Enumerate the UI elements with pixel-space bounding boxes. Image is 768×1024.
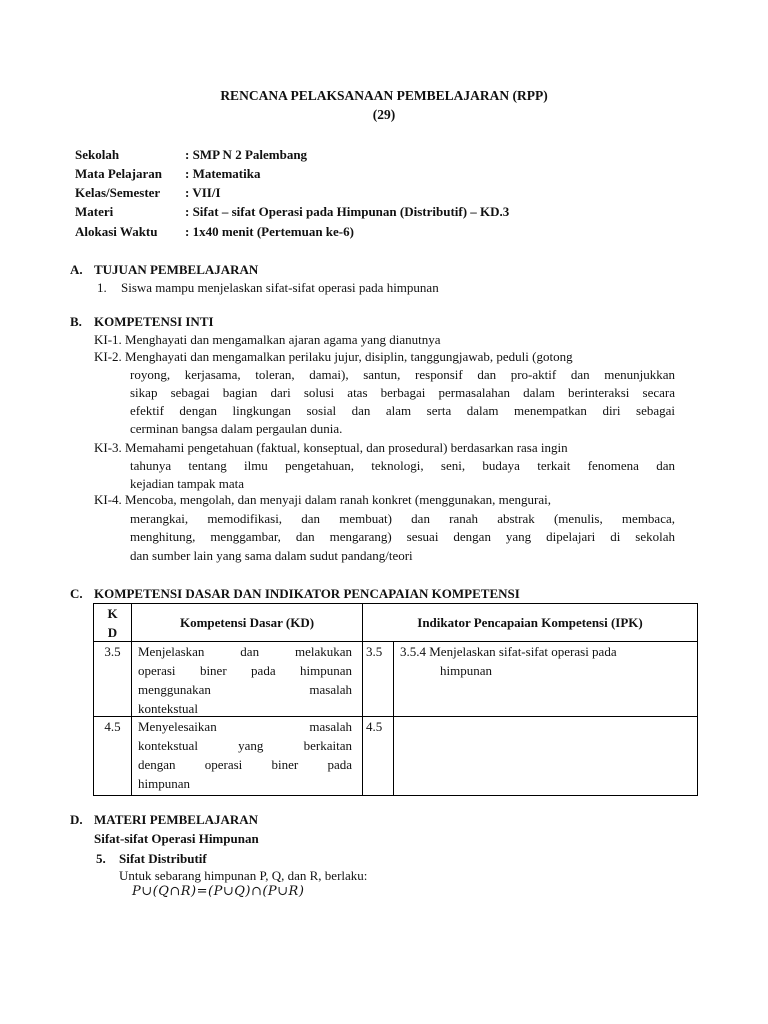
section-a-title: TUJUAN PEMBELAJARAN (94, 262, 259, 277)
info-label-materi: Materi (75, 204, 114, 219)
document-number: (29) (372, 107, 396, 122)
section-d-item-title: Sifat Distributif (119, 851, 207, 866)
table-cell-ipk-number: 3.5 (366, 644, 383, 659)
table-header-ipk: Indikator Pencapaian Kompetensi (IPK) (417, 615, 643, 630)
table-cell-ipk-text: 3.5.4 Menjelaskan sifat-sifat operasi pada (400, 644, 617, 659)
section-d-item-number: 5. (96, 851, 106, 866)
ki2-line: efektif dengan lingkungan sosial dan alam serta dalam menempatkan diri sebagai (130, 403, 675, 418)
table-cell-kd-text: himpunan (138, 776, 190, 791)
table-cell-ipk-number: 4.5 (366, 719, 383, 734)
ki4-line: menghitung, menggambar, dan mengarang) sesuai dengan yang dipelajari di sekolah (130, 529, 675, 544)
section-b-letter: B. (70, 314, 82, 329)
ki2-line: royong, kerjasama, toleran, damai), santun, responsif dan pro-aktif dan menunjukkan (130, 367, 675, 382)
ki2-line: sikap sebagai bagian dari solusi atas berbagai permasalahan dalam berinteraksi secara (130, 385, 675, 400)
info-label-kelas: Kelas/Semester (75, 185, 161, 200)
section-a-letter: A. (70, 262, 83, 277)
table-cell-kd-text: Menjelaskan dan melakukan (138, 644, 352, 659)
table-header-kompetensi-dasar: Kompetensi Dasar (KD) (179, 615, 315, 630)
table-cell-kd: 4.5 (104, 719, 121, 734)
ki1-text: KI-1. Menghayati dan mengamalkan ajaran agama yang dianutnya (94, 332, 441, 347)
ki4-line: dan sumber lain yang sama dalam sudut pandang/teori (130, 548, 413, 563)
table-cell-kd-text: kontekstual yang berkaitan (138, 738, 352, 753)
table-cell-kd-text: dengan operasi biner pada (138, 757, 352, 772)
section-d-letter: D. (70, 812, 83, 827)
table-cell-kd: 3.5 (104, 644, 121, 659)
ki3-line: tahunya tentang ilmu pengetahuan, teknologi, seni, budaya terkait fenomena dan (130, 458, 675, 473)
info-value-sekolah: : SMP N 2 Palembang (185, 147, 308, 162)
document-title: RENCANA PELAKSANAAN PEMBELAJARAN (RPP) (220, 88, 548, 103)
table-cell-kd-text: Menyelesaikan masalah (138, 719, 352, 734)
section-d-text: Untuk sebarang himpunan P, Q, dan R, berlaku: (119, 868, 368, 883)
table-header-kd-line1: K (107, 606, 118, 621)
info-label-mapel: Mata Pelajaran (75, 166, 163, 181)
table-header-kd-line2: D (107, 625, 118, 640)
table-cell-ipk-text: himpunan (440, 663, 492, 678)
ki2-first-line: KI-2. Menghayati dan mengamalkan perilaku jujur, disiplin, tanggungjawab, peduli (gotong (94, 349, 573, 364)
section-a-item-text: Siswa mampu menjelaskan sifat-sifat operasi pada himpunan (121, 280, 439, 295)
info-label-sekolah: Sekolah (75, 147, 120, 162)
section-d-subtitle: Sifat-sifat Operasi Himpunan (94, 831, 259, 846)
info-value-mapel: : Matematika (185, 166, 261, 181)
table-cell-kd-text: menggunakan masalah (138, 682, 352, 697)
table-cell-kd-text: kontekstual (138, 701, 198, 716)
ki4-line: merangkai, memodifikasi, dan membuat) dan ranah abstrak (menulis, membaca, (130, 511, 675, 526)
ki3-first-line: KI-3. Memahami pengetahuan (faktual, konseptual, dan prosedural) berdasarkan rasa ingin (94, 440, 568, 455)
info-value-materi: : Sifat – sifat Operasi pada Himpunan (Distributif) – KD.3 (185, 204, 510, 219)
info-value-alokasi: : 1x40 menit (Pertemuan ke-6) (185, 224, 354, 239)
ki3-line: kejadian tampak mata (130, 476, 245, 491)
section-a-item-number: 1. (97, 280, 107, 295)
section-c-title: KOMPETENSI DASAR DAN INDIKATOR PENCAPAIAN KOMPETENSI (94, 586, 520, 601)
section-b-title: KOMPETENSI INTI (94, 314, 214, 329)
section-c-letter: C. (70, 586, 83, 601)
section-d-title: MATERI PEMBELAJARAN (94, 812, 259, 827)
info-label-alokasi: Alokasi Waktu (75, 224, 158, 239)
ki2-line: cerminan bangsa dalam pergaulan dunia. (130, 421, 343, 436)
table-cell-kd-text: operasi biner pada himpunan (138, 663, 352, 678)
distributive-formula: P∪(Q∩R)=(P∪Q)∩(P∪R) (132, 884, 305, 899)
ki4-first-line: KI-4. Mencoba, mengolah, dan menyaji dalam ranah konkret (menggunakan, mengurai, (94, 492, 552, 507)
info-value-kelas: : VII/I (185, 185, 221, 200)
